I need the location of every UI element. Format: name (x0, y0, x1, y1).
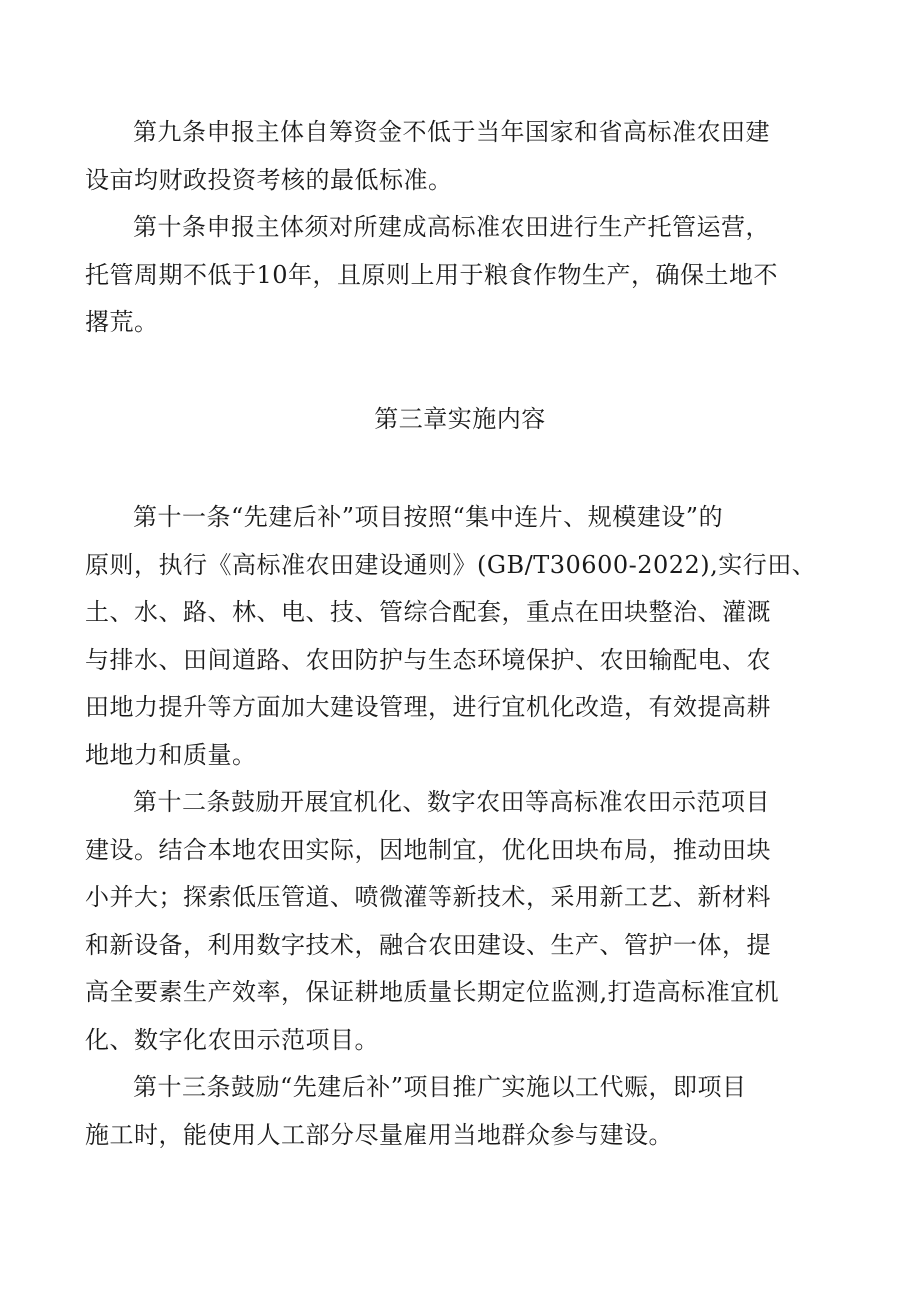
article-11-line-5: 田地力提升等方面加大建设管理，进行宜机化改造，有效提高耕 (85, 693, 771, 721)
article-13-line-2: 施工时，能使用人工部分尽量雇用当地群众参与建设。 (85, 1120, 673, 1149)
article-9-line-2: 设亩均财政投资考核的最低标准。 (85, 165, 453, 194)
article-12-paragraph (85, 779, 793, 1064)
article-10-paragraph (85, 204, 793, 347)
article-9-paragraph (85, 109, 793, 204)
chapter-heading: 第三章实施内容 (374, 405, 546, 433)
article-12-line-3: 小并大；探索低压管道、喷微灌等新技术，采用新工艺、新材料 (85, 883, 771, 911)
article-11-line-4: 与排水、田间道路、农田防护与生态环境保护、农田输配电、农 (85, 645, 771, 674)
article-13-line-1: 第十三条鼓励“先建后补”项目推广实施以工代赈，即项目 (133, 1073, 747, 1101)
article-11-line-1: 第十一条“先建后补”项目按照“集中连片、规模建设”的 (133, 503, 724, 531)
article-11-line-3: 土、水、路、林、电、技、管综合配套，重点在田块整治、灌溉 (85, 598, 771, 626)
article-9-line-1: 第九条申报主体自筹资金不低于当年国家和省高标准农田建 (133, 118, 770, 146)
article-13-paragraph (85, 1064, 793, 1159)
article-12-line-6: 化、数字化农田示范项目。 (85, 1025, 379, 1054)
article-11-line-2: 原则，执行《高标准农田建设通则》(GB/T30600-2022),实行田、 (85, 550, 817, 579)
article-11-line-6: 地地力和质量。 (85, 740, 257, 769)
article-12-line-1: 第十二条鼓励开展宜机化、数字农田等高标准农田示范项目 (133, 788, 770, 816)
article-12-line-5: 高全要素生产效率，保证耕地质量长期定位监测,打造高标准宜机 (85, 978, 780, 1006)
article-10-line-1: 第十条申报主体须对所建成高标准农田进行生产托管运营， (133, 213, 770, 241)
article-11-paragraph (85, 494, 817, 779)
article-12-line-4: 和新设备，利用数字技术，融合农田建设、生产、管护一体，提 (85, 930, 771, 959)
article-10-line-2: 托管周期不低于10年，且原则上用于粮食作物生产，确保土地不 (85, 260, 779, 289)
article-10-line-3: 撂荒。 (85, 308, 159, 336)
article-12-line-2: 建设。结合本地农田实际，因地制宜，优化田块布局，推动田块 (85, 835, 771, 864)
